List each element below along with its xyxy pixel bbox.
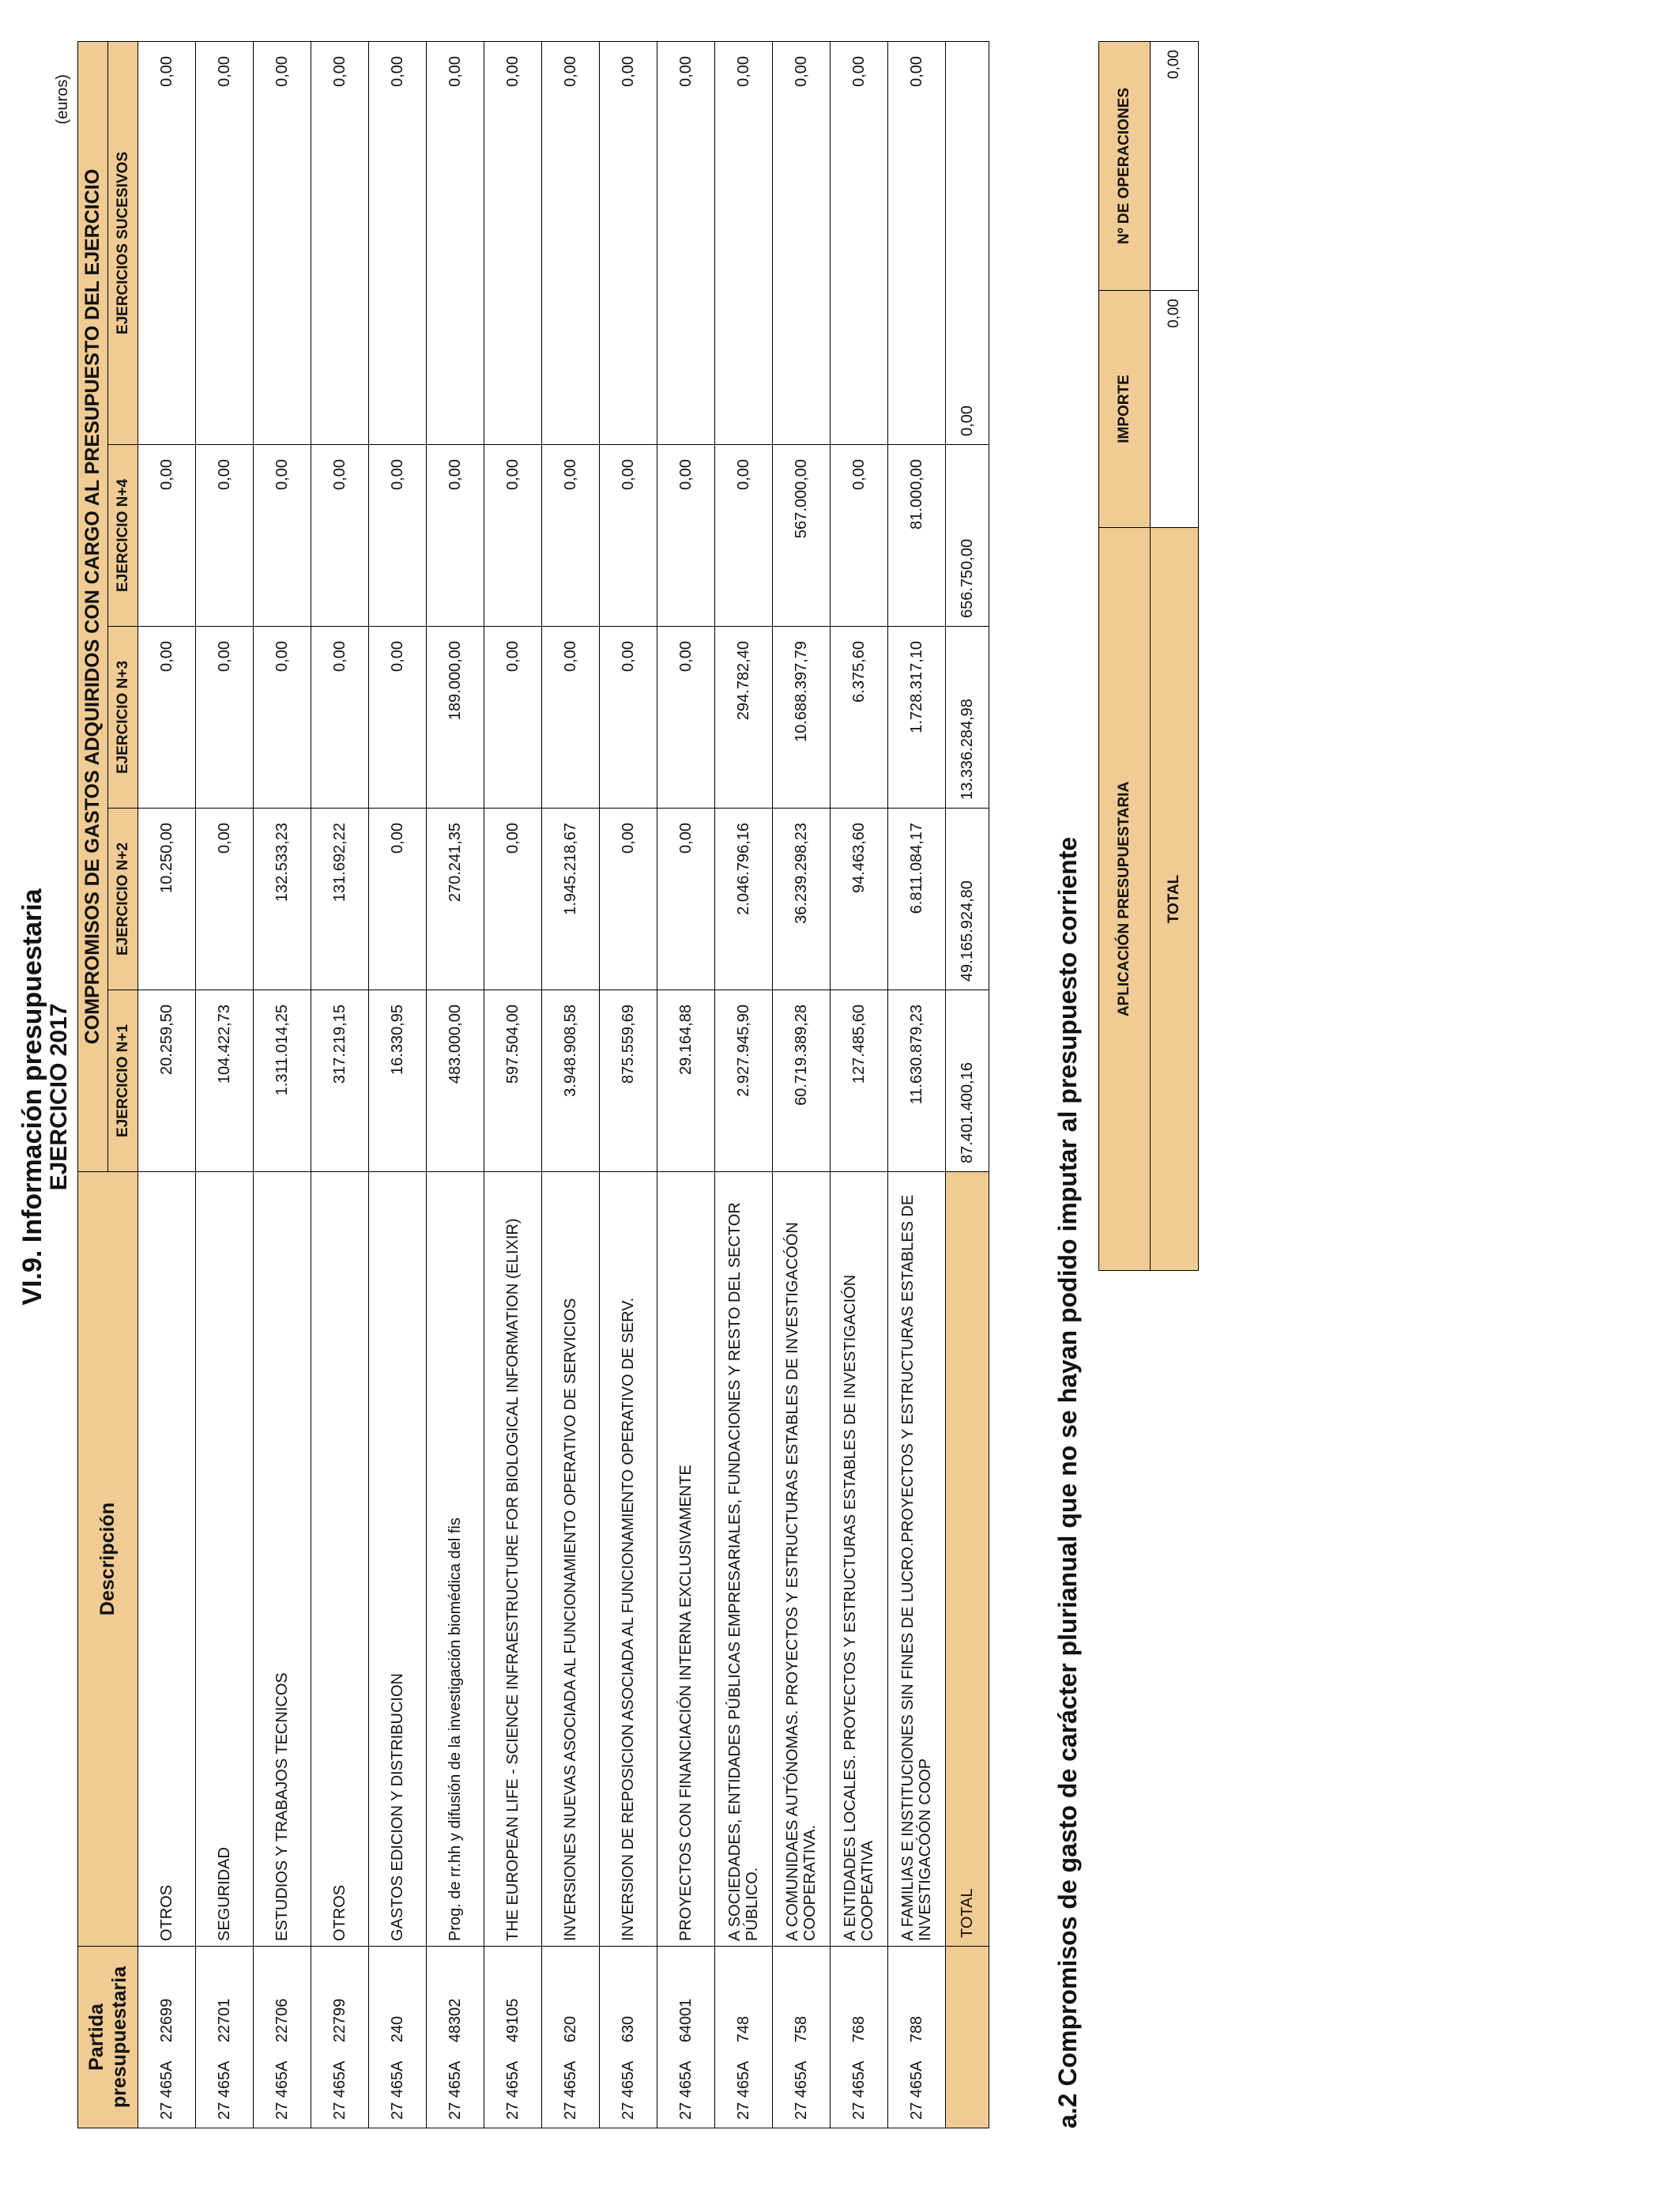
commitments-table: [77, 41, 989, 2128]
partida-section: 27: [446, 2102, 464, 2120]
a2-total-operaciones: 0,00: [1151, 42, 1199, 291]
partida-section: 27: [330, 2102, 348, 2120]
amount-n4: 81.000,00: [888, 445, 946, 627]
description-cell: A COMUNIDAES AUTÓNOMAS. PROYECTOS Y ESTRUCTURAS ESTABLES DE INVESTIGACÓÓN COOPERATIVA.: [773, 1172, 831, 1947]
amount-n1: 875.559,69: [600, 990, 657, 1172]
partida-program: 465A: [734, 2060, 752, 2098]
partida-code: 240: [388, 2015, 406, 2043]
amount-n2: 132.533,23: [254, 809, 311, 990]
amount-n3: 0,00: [369, 627, 427, 809]
amount-n1: 127.485,60: [831, 990, 888, 1172]
partida-section: 27: [503, 2102, 522, 2120]
amount-n2: 131.692,22: [311, 809, 369, 990]
partida-program: 465A: [619, 2060, 637, 2098]
amount-suc: 0,00: [657, 41, 715, 444]
amount-suc: 0,00: [773, 41, 831, 444]
description-cell: A FAMILIAS E INSTITUCIONES SIN FINES DE LUCRO.PROYECTOS Y ESTRUCTURAS ESTABLES DE INVESTIGACÓÓN COOP: [888, 1172, 946, 1947]
description-cell: Prog. de rr.hh y difusión de la investigación biomédica del fis: [427, 1172, 484, 1947]
partida-section: 27: [792, 2102, 810, 2120]
amount-n1: 2.927.945,90: [715, 990, 773, 1172]
amount-suc: 0,00: [484, 41, 542, 444]
partida-code: 768: [849, 2015, 868, 2043]
amount-n3: 0,00: [254, 627, 311, 809]
description-cell: ESTUDIOS Y TRABAJOS TECNICOS: [254, 1172, 311, 1947]
table-row: [657, 41, 715, 2128]
partida-section: 27: [676, 2102, 695, 2120]
partida-code: 64001: [676, 1998, 695, 2043]
description-cell: A SOCIEDADES, ENTIDADES PÚBLICAS EMPRESARIALES, FUNDACIONES Y RESTO DEL SECTOR PÚBLICO.: [715, 1172, 773, 1947]
partida-cell: [427, 1947, 484, 2128]
partida-cell: [138, 1947, 196, 2128]
col-n4: EJERCICIO N+4: [108, 445, 138, 627]
amount-n2: 0,00: [484, 809, 542, 990]
table-row: [600, 41, 657, 2128]
amount-n4: 567.000,00: [773, 445, 831, 627]
amount-n3: 1.728.317,10: [888, 627, 946, 809]
amount-n4: 0,00: [484, 445, 542, 627]
amount-suc: 0,00: [138, 41, 196, 444]
col-group: COMPROMISOS DE GASTOS ADQUIRIDOS CON CARGO AL PRESUPUESTO DEL EJERCICIO: [78, 41, 108, 1171]
partida-code: 758: [792, 2015, 810, 2043]
partida-program: 465A: [446, 2060, 464, 2098]
table-row: [196, 41, 254, 2128]
amount-n2: 36.239.298,23: [773, 809, 831, 990]
amount-suc: 0,00: [542, 41, 600, 444]
amount-n3: 0,00: [600, 627, 657, 809]
partida-section: 27: [849, 2102, 868, 2120]
a2-col-aplicacion: APLICACIÓN PRESUPUESTARIA: [1099, 528, 1151, 1271]
amount-n2: 270.241,35: [427, 809, 484, 990]
description-cell: THE EUROPEAN LIFE - SCIENCE INFRAESTRUCTURE FOR BIOLOGICAL INFORMATION (ELIXIR): [484, 1172, 542, 1947]
description-cell: OTROS: [138, 1172, 196, 1947]
partida-program: 465A: [273, 2060, 291, 2098]
page-subtitle: EJERCICIO 2017: [46, 1003, 72, 1191]
description-cell: INVERSION DE REPOSICION ASOCIADA AL FUNCIONAMIENTO OPERATIVO DE SERV.: [600, 1172, 657, 1947]
description-cell: GASTOS EDICION Y DISTRIBUCION: [369, 1172, 427, 1947]
table-row: [138, 41, 196, 2128]
amount-n4: 0,00: [196, 445, 254, 627]
amount-n4: 0,00: [600, 445, 657, 627]
amount-n2: 0,00: [196, 809, 254, 990]
table-row: [427, 41, 484, 2128]
partida-section: 27: [619, 2102, 637, 2120]
total-row: [946, 41, 989, 2128]
partida-code: 22799: [330, 1998, 348, 2043]
total-n2: 49.165.924,80: [946, 809, 989, 990]
total-n4: 656.750,00: [946, 445, 989, 627]
partida-code: 22706: [273, 1998, 291, 2043]
partida-cell: [831, 1947, 888, 2128]
amount-n1: 1.311.014,25: [254, 990, 311, 1172]
amount-n4: 0,00: [369, 445, 427, 627]
section-a2-title: a.2 Compromisos de gasto de carácter plurianual que no se hayan podido imputar al presupuesto corriente: [1053, 836, 1082, 2128]
amount-n2: 94.463,60: [831, 809, 888, 990]
amount-suc: 0,00: [311, 41, 369, 444]
amount-n1: 317.219,15: [311, 990, 369, 1172]
unit-label: (euros): [54, 74, 71, 125]
col-partida: Partida presupuestaria: [78, 1947, 138, 2128]
amount-n1: 597.504,00: [484, 990, 542, 1172]
amount-suc: 0,00: [254, 41, 311, 444]
partida-cell: [715, 1947, 773, 2128]
partida-section: 27: [907, 2102, 925, 2120]
total-spacer: [946, 1947, 989, 2128]
a2-total-importe: 0,00: [1151, 291, 1199, 528]
table-body: [138, 41, 946, 2128]
amount-n4: 0,00: [427, 445, 484, 627]
table-row: [715, 41, 773, 2128]
table-row: [831, 41, 888, 2128]
partida-cell: [484, 1947, 542, 2128]
partida-program: 465A: [561, 2060, 579, 2098]
amount-n4: 0,00: [831, 445, 888, 627]
partida-code: 748: [734, 2015, 752, 2043]
amount-n1: 60.719.389,28: [773, 990, 831, 1172]
a2-col-importe: IMPORTE: [1099, 291, 1151, 528]
amount-n4: 0,00: [715, 445, 773, 627]
amount-n4: 0,00: [542, 445, 600, 627]
table-row: [542, 41, 600, 2128]
partida-program: 465A: [215, 2060, 233, 2098]
partida-program: 465A: [792, 2060, 810, 2098]
table-row: [773, 41, 831, 2128]
partida-program: 465A: [676, 2060, 695, 2098]
amount-suc: 0,00: [888, 41, 946, 444]
table-row: [369, 41, 427, 2128]
amount-n1: 483.000,00: [427, 990, 484, 1172]
description-cell: INVERSIONES NUEVAS ASOCIADA AL FUNCIONAMIENTO OPERATIVO DE SERVICIOS: [542, 1172, 600, 1947]
table-row: [484, 41, 542, 2128]
amount-n4: 0,00: [311, 445, 369, 627]
amount-n2: 6.811.084,17: [888, 809, 946, 990]
partida-code: 22699: [157, 1998, 175, 2043]
amount-n3: 10.688.397,79: [773, 627, 831, 809]
amount-suc: 0,00: [715, 41, 773, 444]
col-descripcion: Descripción: [78, 1172, 138, 1947]
description-cell: SEGURIDAD: [196, 1172, 254, 1947]
partida-program: 465A: [330, 2060, 348, 2098]
amount-n2: 0,00: [600, 809, 657, 990]
partida-section: 27: [273, 2102, 291, 2120]
amount-n1: 104.422,73: [196, 990, 254, 1172]
amount-suc: 0,00: [369, 41, 427, 444]
total-label: TOTAL: [946, 1172, 989, 1947]
a2-total-label: TOTAL: [1151, 528, 1199, 1271]
col-n3: EJERCICIO N+3: [108, 627, 138, 809]
partida-code: 49105: [503, 1998, 522, 2043]
amount-suc: 0,00: [427, 41, 484, 444]
partida-code: 48302: [446, 1998, 464, 2043]
partida-code: 630: [619, 2015, 637, 2043]
a2-table: [1098, 41, 1199, 1271]
amount-n3: 189.000,00: [427, 627, 484, 809]
table-row: [888, 41, 946, 2128]
amount-n2: 1.945.218,67: [542, 809, 600, 990]
partida-cell: [369, 1947, 427, 2128]
partida-cell: [311, 1947, 369, 2128]
amount-n1: 11.630.879,23: [888, 990, 946, 1172]
partida-section: 27: [734, 2102, 752, 2120]
amount-n3: 0,00: [196, 627, 254, 809]
partida-code: 620: [561, 2015, 579, 2043]
partida-program: 465A: [388, 2060, 406, 2098]
page-title: VI.9. Información presupuestaria: [17, 888, 47, 1306]
table-row: [311, 41, 369, 2128]
partida-cell: [888, 1947, 946, 2128]
amount-n4: 0,00: [138, 445, 196, 627]
description-cell: PROYECTOS CON FINANCIACIÓN INTERNA EXCLUSIVAMENTE: [657, 1172, 715, 1947]
partida-section: 27: [215, 2102, 233, 2120]
partida-section: 27: [388, 2102, 406, 2120]
partida-cell: [773, 1947, 831, 2128]
partida-code: 788: [907, 2015, 925, 2043]
amount-n3: 6.375,60: [831, 627, 888, 809]
amount-n4: 0,00: [254, 445, 311, 627]
amount-n3: 0,00: [311, 627, 369, 809]
col-sucesivos: EJERCICIOS SUCESIVOS: [108, 41, 138, 444]
partida-section: 27: [157, 2102, 175, 2120]
amount-n3: 294.782,40: [715, 627, 773, 809]
total-n3: 13.336.284,98: [946, 627, 989, 809]
partida-section: 27: [561, 2102, 579, 2120]
amount-n2: 10.250,00: [138, 809, 196, 990]
amount-n3: 0,00: [138, 627, 196, 809]
partida-cell: [196, 1947, 254, 2128]
col-n1: EJERCICIO N+1: [108, 990, 138, 1172]
amount-n1: 3.948.908,58: [542, 990, 600, 1172]
a2-col-operaciones: Nº DE OPERACIONES: [1099, 42, 1151, 291]
partida-cell: [542, 1947, 600, 2128]
amount-n2: 0,00: [657, 809, 715, 990]
amount-n2: 0,00: [369, 809, 427, 990]
description-cell: A ENTIDADES LOCALES. PROYECTOS Y ESTRUCTURAS ESTABLES DE INVESTIGACIÓN COOPEATIVA: [831, 1172, 888, 1947]
total-n1: 87.401.400,16: [946, 990, 989, 1172]
table-row: [254, 41, 311, 2128]
amount-n3: 0,00: [484, 627, 542, 809]
partida-program: 465A: [907, 2060, 925, 2098]
partida-cell: [254, 1947, 311, 2128]
amount-suc: 0,00: [600, 41, 657, 444]
amount-n1: 20.259,50: [138, 990, 196, 1172]
partida-cell: [600, 1947, 657, 2128]
amount-n3: 0,00: [542, 627, 600, 809]
amount-suc: 0,00: [196, 41, 254, 444]
col-n2: EJERCICIO N+2: [108, 809, 138, 990]
partida-cell: [657, 1947, 715, 2128]
amount-n1: 29.164,88: [657, 990, 715, 1172]
partida-program: 465A: [157, 2060, 175, 2098]
partida-program: 465A: [849, 2060, 868, 2098]
amount-suc: 0,00: [831, 41, 888, 444]
amount-n3: 0,00: [657, 627, 715, 809]
amount-n1: 16.330,95: [369, 990, 427, 1172]
amount-n4: 0,00: [657, 445, 715, 627]
total-sucesivos: 0,00: [946, 41, 989, 444]
a2-total-row: [1151, 42, 1199, 1271]
description-cell: OTROS: [311, 1172, 369, 1947]
partida-program: 465A: [503, 2060, 522, 2098]
partida-code: 22701: [215, 1998, 233, 2043]
amount-n2: 2.046.796,16: [715, 809, 773, 990]
